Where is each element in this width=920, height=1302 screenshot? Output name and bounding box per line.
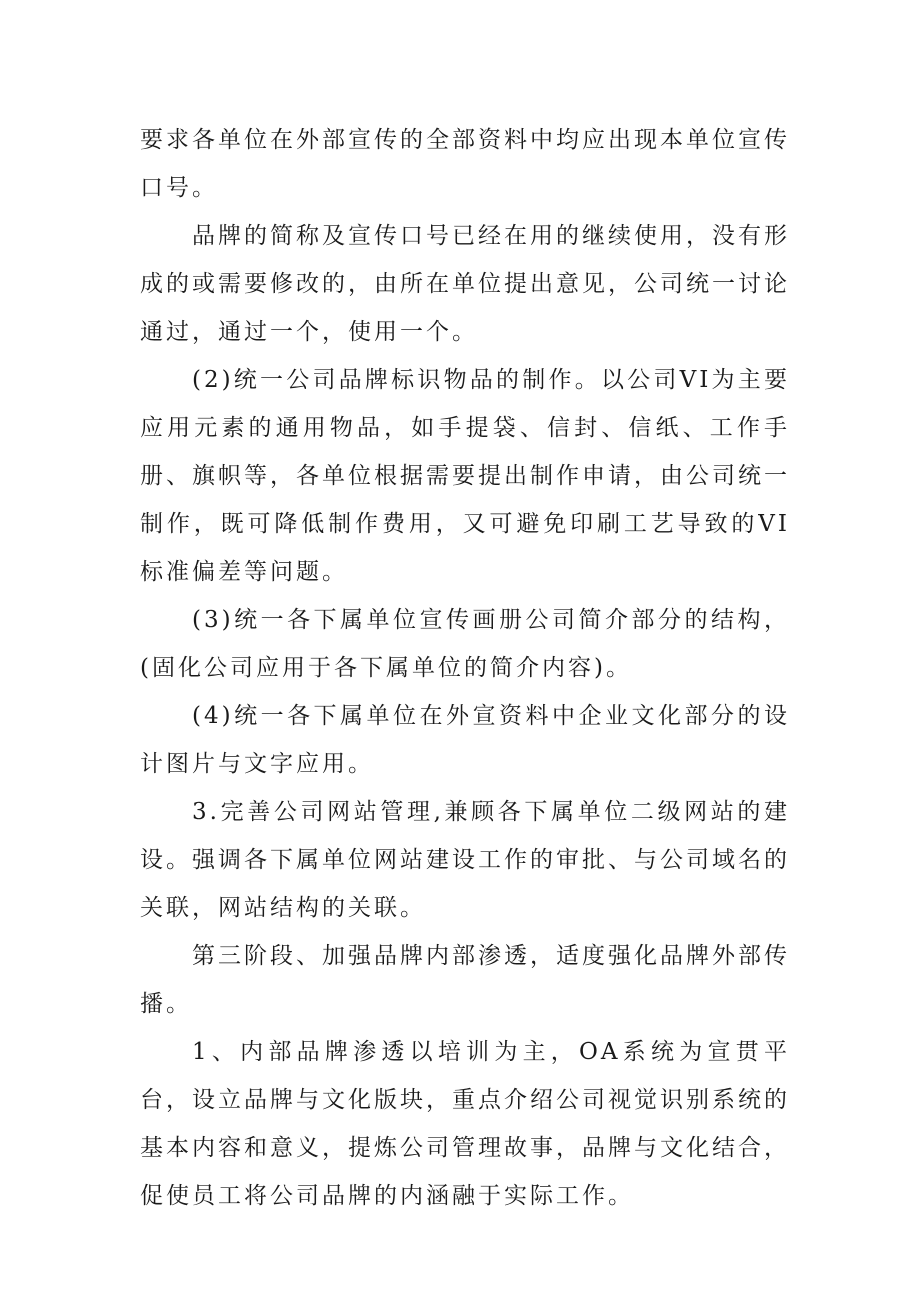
paragraph-6: 3.完善公司网站管理,兼顾各下属单位二级网站的建设。强调各下属单位网站建设工作的审批、与公司域名的关联，网站结构的关联。 xyxy=(140,799,790,921)
paragraph-4: (3)统一各下属单位宣传画册公司简介部分的结构，(固化公司应用于各下属单位的简介内容)。 xyxy=(140,607,790,681)
paragraph-2: 品牌的简称及宣传口号已经在用的继续使用，没有形成的或需要修改的，由所在单位提出意见，公司统一讨论通过，通过一个，使用一个。 xyxy=(140,223,790,345)
paragraph-5: (4)统一各下属单位在外宣资料中企业文化部分的设计图片与文字应用。 xyxy=(140,703,790,777)
document-body xyxy=(140,116,790,1220)
paragraph-8: 1、内部品牌渗透以培训为主，OA系统为宣贯平台，设立品牌与文化版块，重点介绍公司视觉识别系统的基本内容和意义，提炼公司管理故事，品牌与文化结合，促使员工将公司品牌的内涵融于实际工作。 xyxy=(140,1039,790,1209)
paragraph-3: (2)统一公司品牌标识物品的制作。以公司VI为主要应用元素的通用物品，如手提袋、信封、信纸、工作手册、旗帜等，各单位根据需要提出制作申请，由公司统一制作，既可降低制作费用，又可避免印刷工艺导致的VI标准偏差等问题。 xyxy=(140,367,790,585)
paragraph-1: 要求各单位在外部宣传的全部资料中均应出现本单位宣传口号。 xyxy=(140,127,790,201)
paragraph-7: 第三阶段、加强品牌内部渗透，适度强化品牌外部传播。 xyxy=(140,943,790,1017)
